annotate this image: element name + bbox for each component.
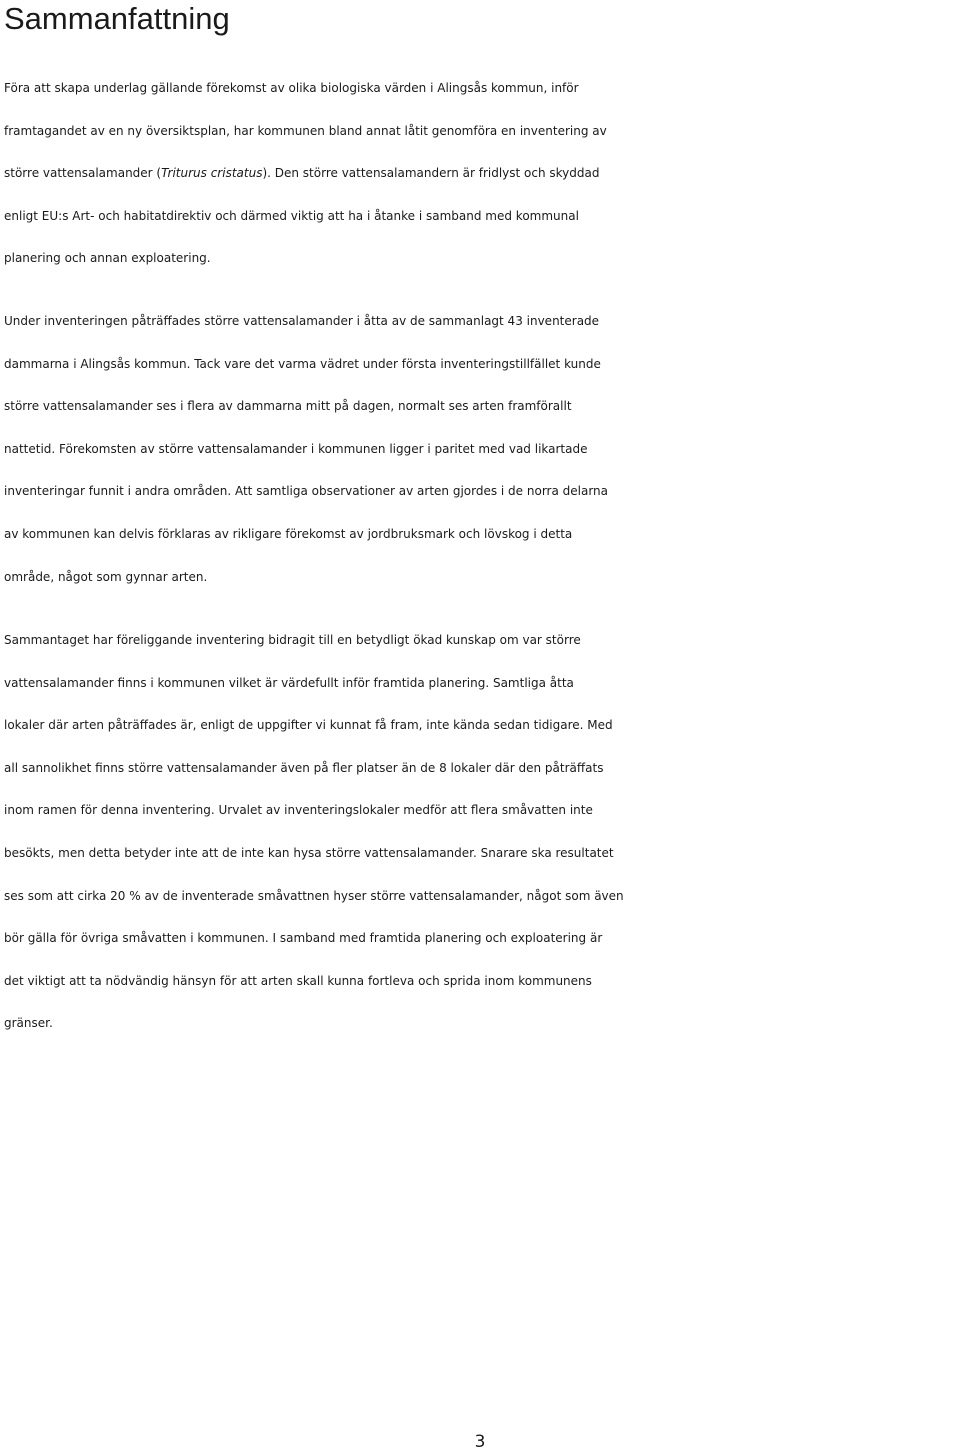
text-line: vattensalamander finns i kommunen vilket är värdefullt inför framtida planering. Samtliga åtta (4, 675, 574, 690)
text-line: område, något som gynnar arten. (4, 569, 208, 584)
page-number: 3 (474, 1432, 486, 1452)
text-line: planering och annan exploatering. (4, 251, 211, 266)
summary-paragraph-1 (4, 67, 960, 280)
text-line: bör gälla för övriga småvatten i kommunen. I samband med framtida planering och exploatering är (4, 931, 603, 946)
text-line: lokaler där arten påträffades är, enligt de uppgifter vi kunnat få fram, inte kända sedan tidigare. Med (4, 718, 613, 733)
text-line: inventeringar funnit i andra områden. Att samtliga observationer av arten gjordes i de norra delarna (4, 484, 609, 499)
species-name: Triturus cristatus (161, 166, 263, 181)
text-line-with-species-name (4, 152, 960, 195)
text-line: Sammantaget har föreliggande inventering bidragit till en betydligt ökad kunskap om var större (4, 633, 581, 647)
text-line: besökts, men detta betyder inte att de inte kan hysa större vattensalamander. Snarare ska resultatet (4, 845, 614, 860)
page-title: Sammanfattning (4, 1, 230, 36)
text-line: enligt EU:s Art- och habitatdirektiv och därmed viktig att ha i åtanke i samband med kommunal (4, 208, 579, 223)
text-line: det viktigt att ta nödvändig hänsyn för att arten skall kunna fortleva och sprida inom kommunens (4, 973, 592, 988)
text-line: nattetid. Förekomsten av större vattensalamander i kommunen ligger i paritet med vad likartade (4, 441, 588, 456)
summary-paragraph-2 (4, 300, 960, 598)
text-line: framtagandet av en ny översiktsplan, har kommunen bland annat låtit genomföra en inventering av (4, 123, 607, 138)
text-line: dammarna i Alingsås kommun. Tack vare det varma vädret under första inventeringstillfället kunde (4, 356, 601, 371)
text-line: ses som att cirka 20 % av de inventerade småvattnen hyser större vattensalamander, något som även (4, 888, 624, 903)
text-segment: större vattensalamander ( (4, 166, 162, 181)
text-line: gränser. (4, 1016, 53, 1031)
text-segment: ). Den större vattensalamandern är fridlyst och skyddad (262, 166, 600, 181)
text-line: Föra att skapa underlag gällande förekomst av olika biologiska värden i Alingsås kommun, inför (4, 81, 579, 95)
text-line: all sannolikhet finns större vattensalamander även på fler platser än de 8 lokaler där den påträffats (4, 760, 604, 775)
text-line: större vattensalamander ses i flera av dammarna mitt på dagen, normalt ses arten framförallt (4, 399, 572, 414)
text-line: inom ramen för denna inventering. Urvalet av inventeringslokaler medför att flera småvatten inte (4, 803, 593, 818)
text-line: av kommunen kan delvis förklaras av rikligare förekomst av jordbruksmark och lövskog i detta (4, 526, 573, 541)
summary-paragraph-3 (4, 619, 960, 1045)
text-line: Under inventeringen påträffades större vattensalamander i åtta av de sammanlagt 43 inventerade (4, 314, 600, 328)
